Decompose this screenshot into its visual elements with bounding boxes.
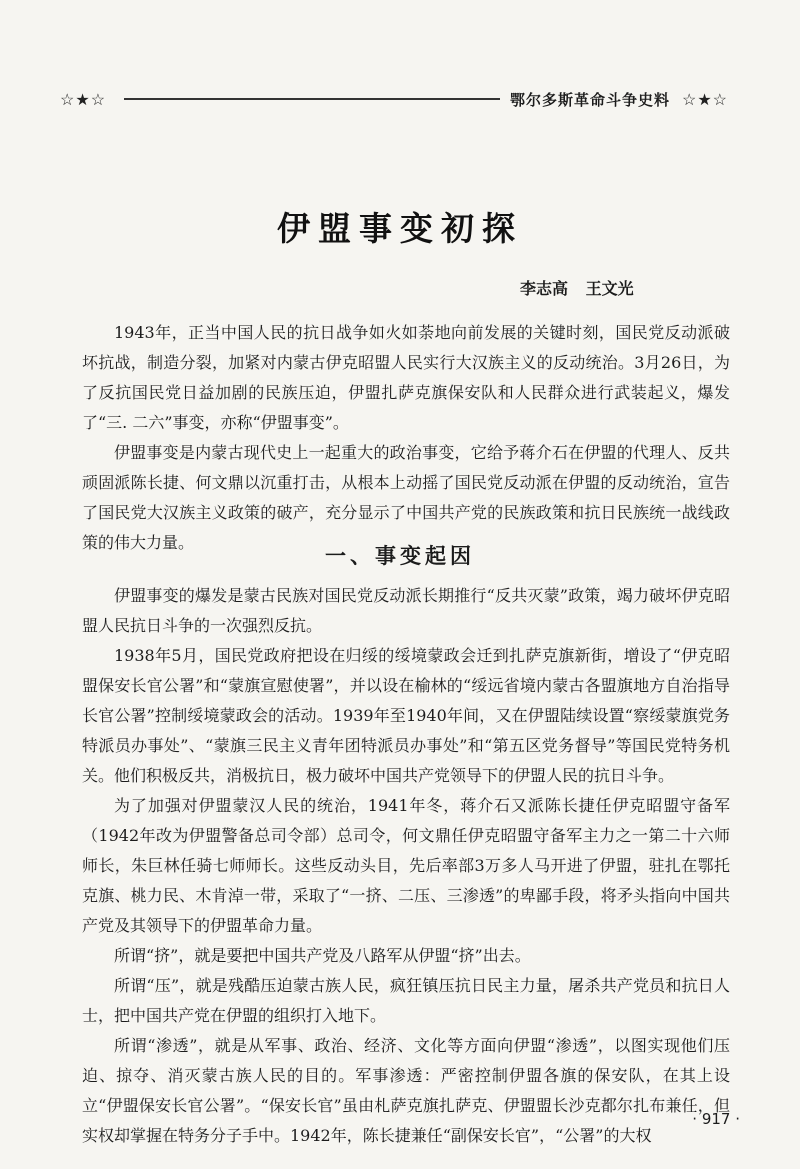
paragraph: 为了加强对伊盟蒙汉人民的统治，1941年冬，蒋介石又派陈长捷任伊克昭盟守备军（1942年改为伊盟警备总司令部）总司令，何文鼎任伊克昭盟守备军主力之一第二十六师师长，朱巨林任骑七师师长。这些反动头目，先后率部3万多人马开进了伊盟，驻扎在鄂托克旗、桃力民、木肯淖一带，采取了“一挤、二压、三渗透”的卑鄙手段，将矛头指向中国共产党及其领导下的伊盟革命力量。 [82,796,730,935]
header-stars-right: ☆★☆ [681,89,728,109]
paragraph: 所谓“压”，就是残酷压迫蒙古族人民，疯狂镇压抗日民主力量，屠杀共产党员和抗日人士，把中国共产党在伊盟的组织打入地下。 [82,976,730,1025]
paragraph: 所谓“渗透”，就是从军事、政治、经济、文化等方面向伊盟“渗透”，以图实现他们压迫、掠夺、消灭蒙古族人民的目的。军事渗透：严密控制伊盟各旗的保安队，在其上设立“伊盟保安长官公署”。“保安长官”虽由札萨克旗扎萨克、伊盟盟长沙克都尔扎布兼任，但实权却掌握在特务分子手中。1942年，陈长捷兼任“副保安长官”，“公署”的大权 [82,1036,730,1145]
paragraph: 1943年，正当中国人民的抗日战争如火如荼地向前发展的关键时刻，国民党反动派破坏抗战，制造分裂，加紧对内蒙古伊克昭盟人民实行大汉族主义的反动统治。3月26日，为了反抗国民党日益加剧的民族压迫，伊盟扎萨克旗保安队和人民群众进行武装起义，爆发了“三. 二六”事变，亦称“伊盟事变”。 [82,323,730,432]
article-authors: 李志高 王文光 [520,279,634,298]
section-heading: 一、事变起因 [325,544,475,568]
paragraph: 伊盟事变的爆发是蒙古民族对国民党反动派长期推行“反共灭蒙”政策，竭力破坏伊克昭盟人民抗日斗争的一次强烈反抗。 [82,586,730,635]
header-stars-left: ☆★☆ [60,89,107,109]
running-header [60,88,728,110]
header-rule [124,98,500,100]
paragraph: 1938年5月，国民党政府把设在归绥的绥境蒙政会迁到扎萨克旗新街，增设了“伊克昭盟保安长官公署”和“蒙旗宣慰使署”，并以设在榆林的“绥远省境内蒙古各盟旗地方自治指导长官公署”控制绥境蒙政会的活动。1939年至1940年间，又在伊盟陆续设置“察绥蒙旗党务特派员办事处”、“蒙旗三民主义青年团特派员办事处”和“第五区党务督导”等国民党特务机关。他们积极反共，消极抗日，极力破坏中国共产党领导下的伊盟人民的抗日斗争。 [82,646,730,785]
intro-text [82,318,730,558]
article-title: 伊盟事变初探 [277,209,523,248]
page-number: · 917 · [692,1110,740,1128]
series-title: 鄂尔多斯革命斗争史料 [509,90,670,109]
paragraph: 伊盟事变是内蒙古现代史上一起重大的政治事变，它给予蒋介石在伊盟的代理人、反共顽固派陈长捷、何文鼎以沉重打击，从根本上动摇了国民党反动派在伊盟的反动统治，宣告了国民党大汉族主义政策的破产，充分显示了中国共产党的民族政策和抗日民族统一战线政策的伟大力量。 [82,443,730,552]
paragraph: 所谓“挤”，就是要把中国共产党及八路军从伊盟“挤”出去。 [114,946,531,965]
section-text [82,581,730,1151]
